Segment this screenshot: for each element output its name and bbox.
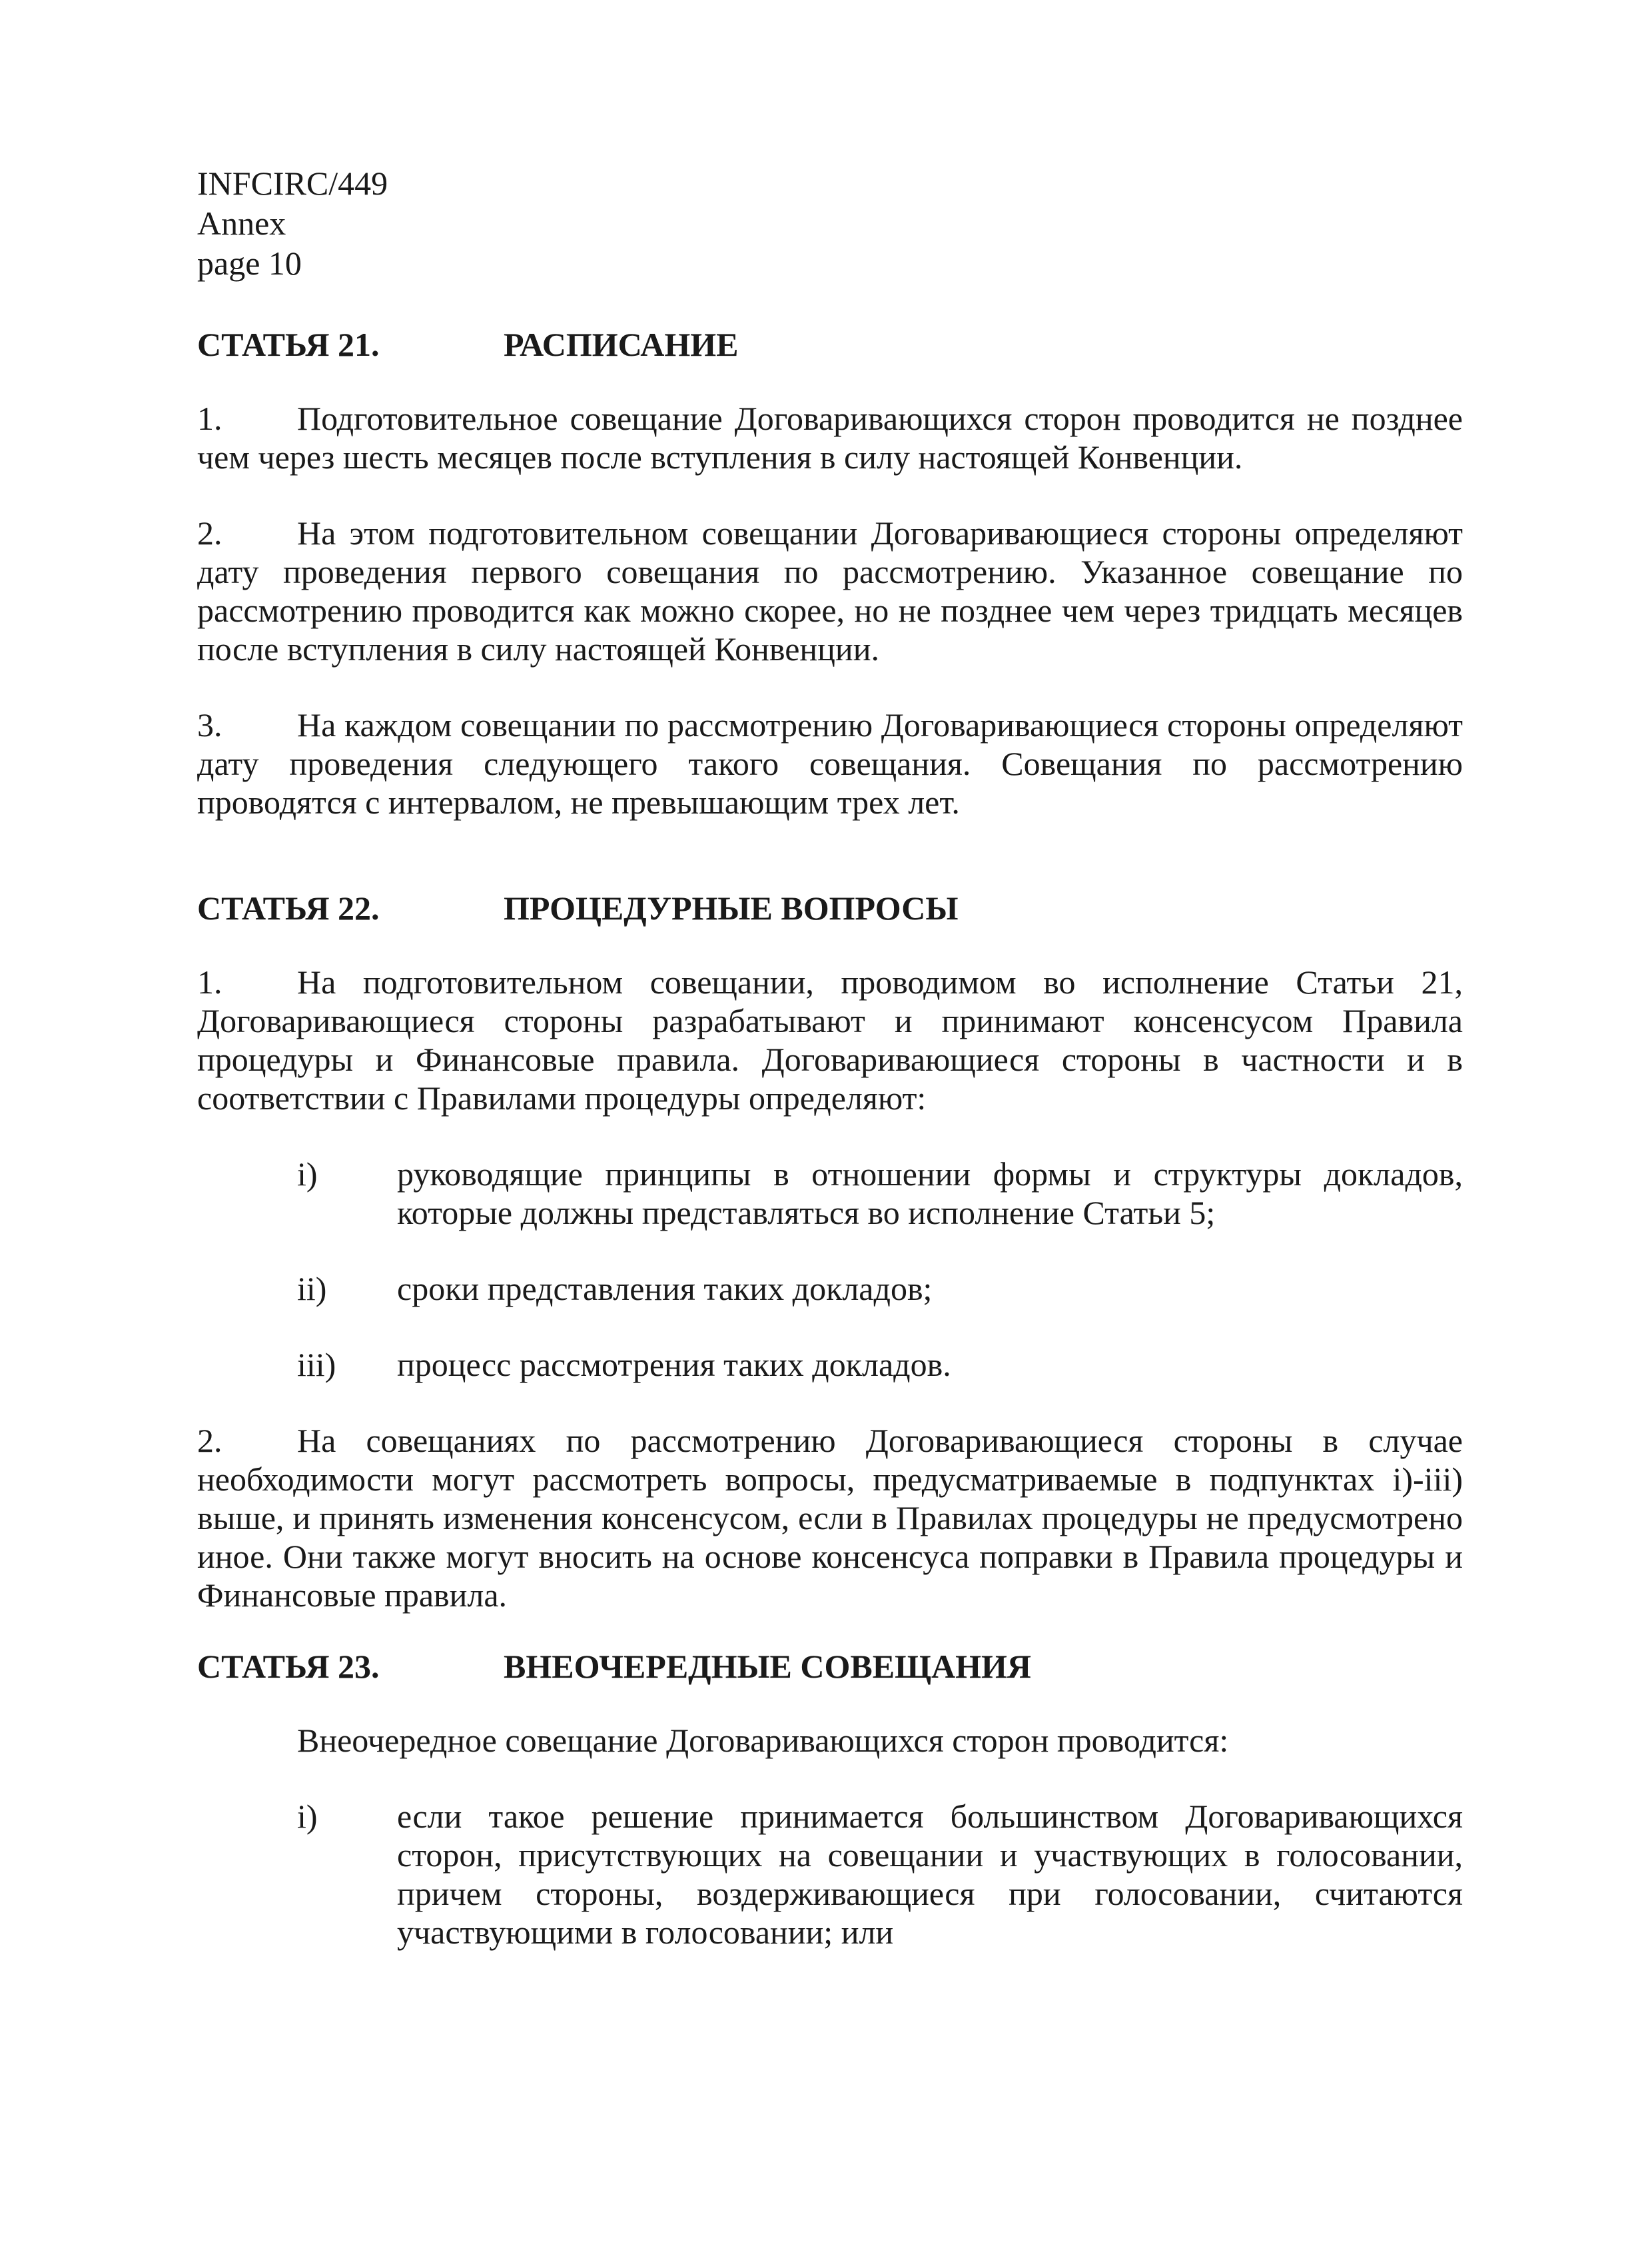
article-title: РАСПИСАНИЕ bbox=[504, 326, 739, 363]
article-22-item-ii bbox=[297, 1269, 1463, 1308]
item-marker: ii) bbox=[297, 1270, 327, 1307]
paragraph-text: Подготовительное совещание Договаривающихся сторон проводится не позднее чем через шесть месяцев после вступления в силу настоящей Конвенции. bbox=[197, 400, 1463, 476]
article-23-heading bbox=[197, 1646, 1463, 1686]
paragraph-number: 2. bbox=[197, 1422, 222, 1459]
article-number: СТАТЬЯ 21. bbox=[197, 326, 380, 363]
item-marker: i) bbox=[297, 1155, 318, 1193]
article-22-heading bbox=[197, 888, 1463, 928]
article-21-paragraph-2 bbox=[197, 514, 1463, 668]
article-22-item-i bbox=[297, 1155, 1463, 1232]
article-number: СТАТЬЯ 23. bbox=[197, 1648, 380, 1685]
paragraph-number: 2. bbox=[197, 514, 222, 552]
document-header bbox=[197, 163, 1463, 283]
paragraph-number: 1. bbox=[197, 963, 222, 1001]
document-id: INFCIRC/449 bbox=[197, 165, 388, 202]
article-21-paragraph-1 bbox=[197, 399, 1463, 476]
paragraph-number: 3. bbox=[197, 706, 222, 744]
paragraph-text: На совещаниях по рассмотрению Договаривающиеся стороны в случае необходимости могут рассмотреть вопросы, предусматриваемые в подпунктах i)-iii) выше, и принять изменения консенсусом, если в Правилах процедуры не предусмотрено иное. Они также могут вносить на основе консенсуса поправки в Правила процедуры и Финансовые правила. bbox=[197, 1422, 1463, 1614]
article-22-paragraph-1 bbox=[197, 963, 1463, 1117]
article-21-paragraph-3 bbox=[197, 706, 1463, 822]
article-number: СТАТЬЯ 22. bbox=[197, 889, 380, 927]
item-text: руководящие принципы в отношении формы и структуры докладов, которые должны представляться во исполнение Статьи 5; bbox=[397, 1155, 1463, 1231]
item-text: сроки представления таких докладов; bbox=[397, 1270, 933, 1307]
article-23-item-i bbox=[297, 1797, 1463, 1952]
paragraph-text: На этом подготовительном совещании Договаривающиеся стороны определяют дату проведения первого совещания по рассмотрению. Указанное совещание по рассмотрению проводится как можно скорее, но не позднее чем через тридцать месяцев после вступления в силу настоящей Конвенции. bbox=[197, 514, 1463, 668]
article-22-item-iii bbox=[297, 1345, 1463, 1384]
article-23-intro: Внеочередное совещание Договаривающихся сторон проводится: bbox=[297, 1722, 1229, 1759]
page-number: page 10 bbox=[197, 245, 302, 282]
article-title: ПРОЦЕДУРНЫЕ ВОПРОСЫ bbox=[504, 889, 959, 927]
article-22-paragraph-2 bbox=[197, 1421, 1463, 1614]
paragraph-text: На каждом совещании по рассмотрению Договаривающиеся стороны определяют дату проведения следующего такого совещания. Совещания по рассмотрению проводятся с интервалом, не превышающим трех лет. bbox=[197, 706, 1463, 821]
annex-label: Annex bbox=[197, 205, 286, 242]
document-page bbox=[197, 163, 1463, 1952]
article-title: ВНЕОЧЕРЕДНЫЕ СОВЕЩАНИЯ bbox=[504, 1648, 1032, 1685]
item-marker: i) bbox=[297, 1798, 318, 1835]
article-21-heading bbox=[197, 324, 1463, 364]
item-text: процесс рассмотрения таких докладов. bbox=[397, 1346, 951, 1383]
item-text: если такое решение принимается большинством Договаривающихся сторон, присутствующих на совещании и участвующих в голосовании, причем стороны, воздерживающиеся при голосовании, считаются участвующими в голосовании; или bbox=[397, 1798, 1463, 1951]
paragraph-number: 1. bbox=[197, 400, 222, 437]
item-marker: iii) bbox=[297, 1346, 336, 1383]
paragraph-text: На подготовительном совещании, проводимом во исполнение Статьи 21, Договаривающиеся стороны разрабатывают и принимают консенсусом Правила процедуры и Финансовые правила. Договаривающиеся стороны в частности и в соответствии с Правилами процедуры определяют: bbox=[197, 963, 1463, 1117]
